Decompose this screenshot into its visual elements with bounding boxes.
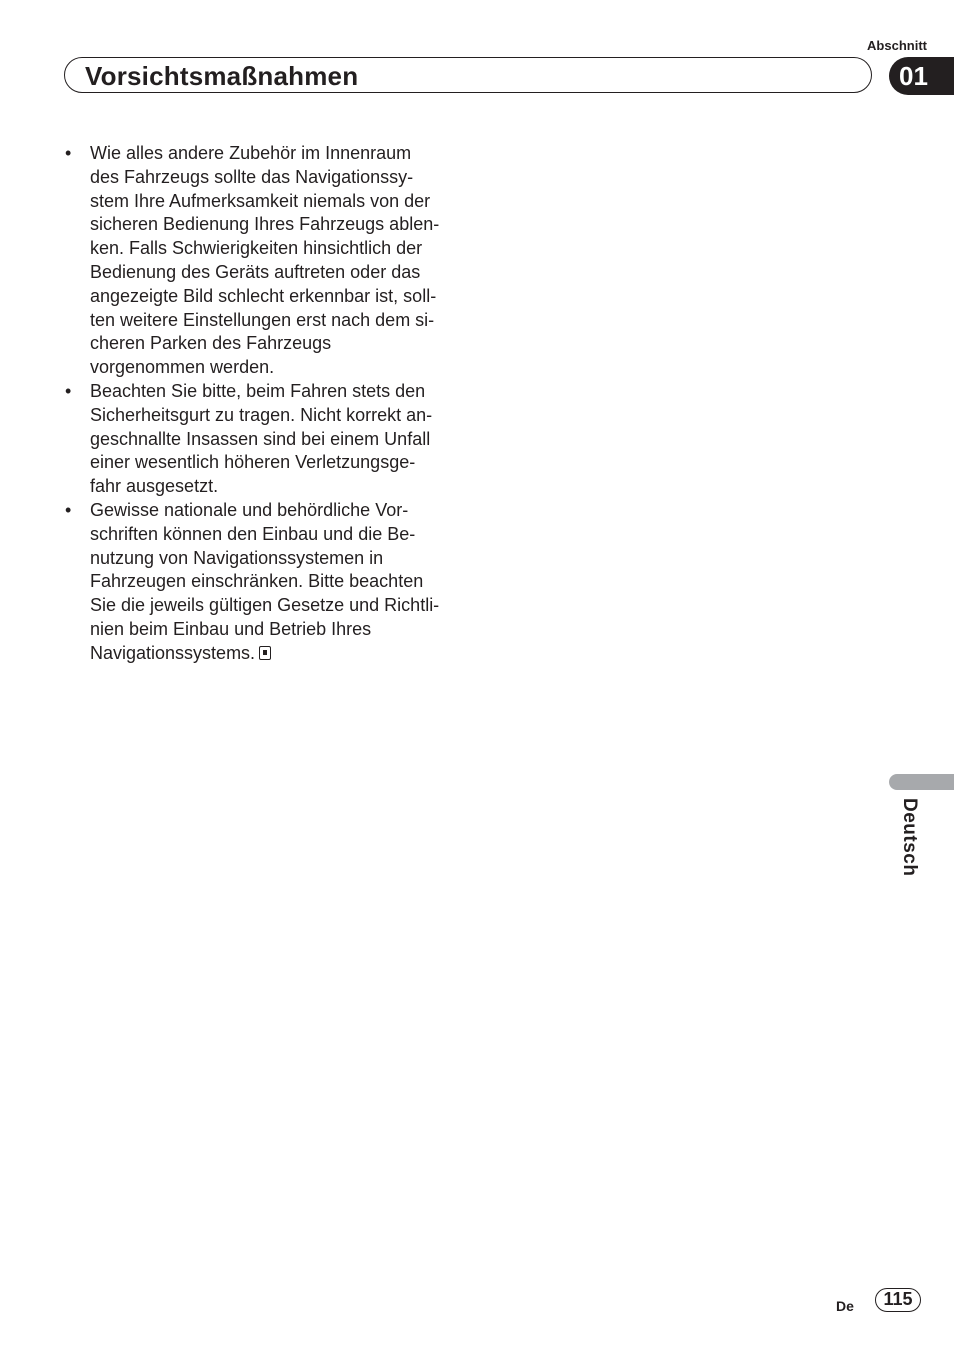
text-line: fahr ausgesetzt.: [90, 476, 219, 497]
text-line: Gewisse nationale und behördliche Vor-: [90, 499, 409, 520]
text-line: Bedienung des Geräts auftreten oder das: [90, 261, 421, 282]
page-title: Vorsichtsmaßnahmen: [85, 61, 359, 91]
text-line: vorgenommen werden.: [90, 357, 275, 378]
bullet-icon: •: [65, 143, 72, 163]
page-number: 115: [875, 1288, 921, 1312]
text-line: nien beim Einbau und Betrieb Ihres: [90, 618, 372, 639]
section-number-badge: 01: [889, 57, 954, 95]
precautions-list: [62, 142, 462, 666]
text-line: Sicherheitsgurt zu tragen. Nicht korrekt an-: [90, 404, 433, 425]
text-line: Fahrzeugen einschränken. Bitte beachten: [90, 571, 424, 592]
text-line: ken. Falls Schwierigkeiten hinsichtlich der: [90, 238, 423, 259]
list-item: [62, 142, 462, 380]
list-item: [62, 380, 462, 499]
text-line: Beachten Sie bitte, beim Fahren stets den: [90, 380, 426, 401]
list-item: [62, 499, 462, 666]
language-tab-marker: [889, 774, 954, 790]
text-line: sicheren Bedienung Ihres Fahrzeugs ablen-: [90, 214, 440, 235]
text-line: des Fahrzeugs sollte das Navigationssy-: [90, 166, 414, 187]
text-line: angezeigte Bild schlecht erkennbar ist, soll-: [90, 285, 437, 306]
text-line: schriften können den Einbau und die Be-: [90, 523, 416, 544]
text-line: stem Ihre Aufmerksamkeit niemals von der: [90, 190, 431, 211]
text-line: geschnallte Insassen sind bei einem Unfall: [90, 428, 431, 449]
text-line: ten weitere Einstellungen erst nach dem si-: [90, 309, 435, 330]
text-line: einer wesentlich höheren Verletzungsge-: [90, 452, 416, 473]
language-label: Deutsch: [899, 798, 920, 877]
footer-language-code: De: [836, 1298, 854, 1314]
bullet-icon: •: [65, 380, 72, 401]
text-line: nutzung von Navigationssystemen in: [90, 547, 384, 568]
text-line: Sie die jeweils gültigen Gesetze und Richtli-: [90, 595, 440, 616]
bullet-icon: •: [65, 499, 72, 520]
section-title-bar: [64, 57, 872, 93]
text-line-content: Navigationssystems.: [90, 642, 256, 663]
end-of-section-icon: [259, 646, 271, 660]
text-line: cheren Parken des Fahrzeugs: [90, 333, 332, 354]
text-line: Wie alles andere Zubehör im Innenraum: [90, 143, 412, 163]
section-label: Abschnitt: [867, 38, 927, 53]
text-line-last: [90, 642, 462, 666]
